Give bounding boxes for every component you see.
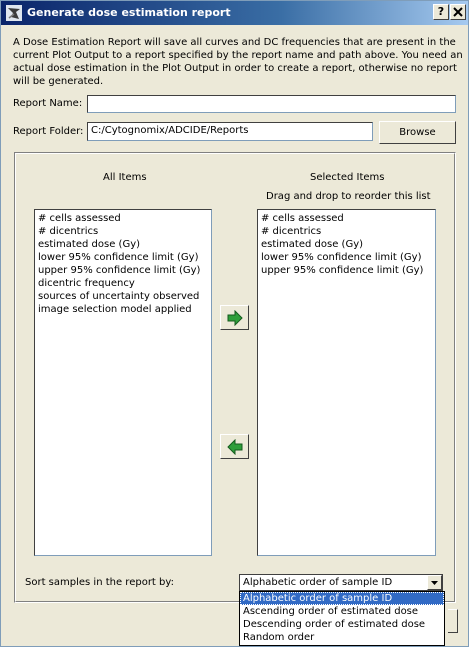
report-folder-label: Report Folder: [13, 126, 84, 137]
report-folder-input[interactable]: C:/Cytognomix/ADCIDE/Reports [87, 122, 373, 141]
close-icon [451, 5, 465, 19]
app-icon [6, 5, 22, 21]
hidden-button-edge[interactable] [448, 609, 458, 633]
sort-option[interactable]: Random order [243, 632, 315, 643]
report-name-input[interactable] [87, 95, 456, 113]
browse-button[interactable]: Browse [379, 121, 456, 144]
list-item[interactable]: sources of uncertainty observed [38, 291, 200, 302]
sort-option[interactable]: Ascending order of estimated dose [243, 606, 419, 617]
sort-label: Sort samples in the report by: [25, 577, 174, 588]
intro-description: A Dose Estimation Report will save all curves and DC frequencies that are present in the current Plot Output to a report specified by the report name and path above. You need an actual dose estimation in the Plot Output in order to create a report, otherwise no report will be generated. [13, 37, 463, 87]
sort-select-toggle[interactable] [427, 575, 442, 590]
all-items-list[interactable] [34, 209, 212, 556]
list-item[interactable]: upper 95% confidence limit (Gy) [261, 265, 424, 276]
selected-items-subheading: Drag and drop to reorder this list [266, 191, 431, 202]
green-right-arrow-icon [227, 310, 243, 326]
remove-item-button[interactable] [220, 434, 249, 459]
green-left-arrow-icon [227, 439, 243, 455]
list-item[interactable]: lower 95% confidence limit (Gy) [261, 252, 422, 263]
sort-select-value: Alphabetic order of sample ID [243, 577, 393, 588]
list-item[interactable]: estimated dose (Gy) [261, 239, 364, 250]
sort-dropdown-list[interactable] [239, 591, 445, 646]
list-item[interactable]: # cells assessed [38, 213, 121, 224]
sort-select[interactable] [239, 574, 443, 591]
list-item[interactable]: # dicentrics [261, 226, 322, 237]
list-item[interactable]: dicentric frequency [38, 278, 135, 289]
all-items-heading: All Items [103, 172, 147, 183]
list-item[interactable]: # cells assessed [261, 213, 344, 224]
sort-option[interactable]: Alphabetic order of sample ID [240, 592, 444, 605]
list-item[interactable]: upper 95% confidence limit (Gy) [38, 265, 201, 276]
list-item[interactable]: lower 95% confidence limit (Gy) [38, 252, 199, 263]
selected-items-heading: Selected Items [310, 172, 385, 183]
help-button[interactable]: ? [433, 4, 449, 20]
selected-items-list[interactable] [257, 209, 436, 556]
sort-option[interactable]: Descending order of estimated dose [243, 619, 426, 630]
chevron-down-icon [428, 576, 441, 589]
list-item[interactable]: estimated dose (Gy) [38, 239, 141, 250]
close-button[interactable] [450, 4, 466, 20]
report-name-label: Report Name: [13, 98, 83, 109]
title-bar[interactable] [1, 1, 468, 25]
add-item-button[interactable] [220, 305, 249, 330]
list-item[interactable]: image selection model applied [38, 304, 192, 315]
dialog-title: Generate dose estimation report [27, 6, 231, 19]
list-item[interactable]: # dicentrics [38, 226, 99, 237]
